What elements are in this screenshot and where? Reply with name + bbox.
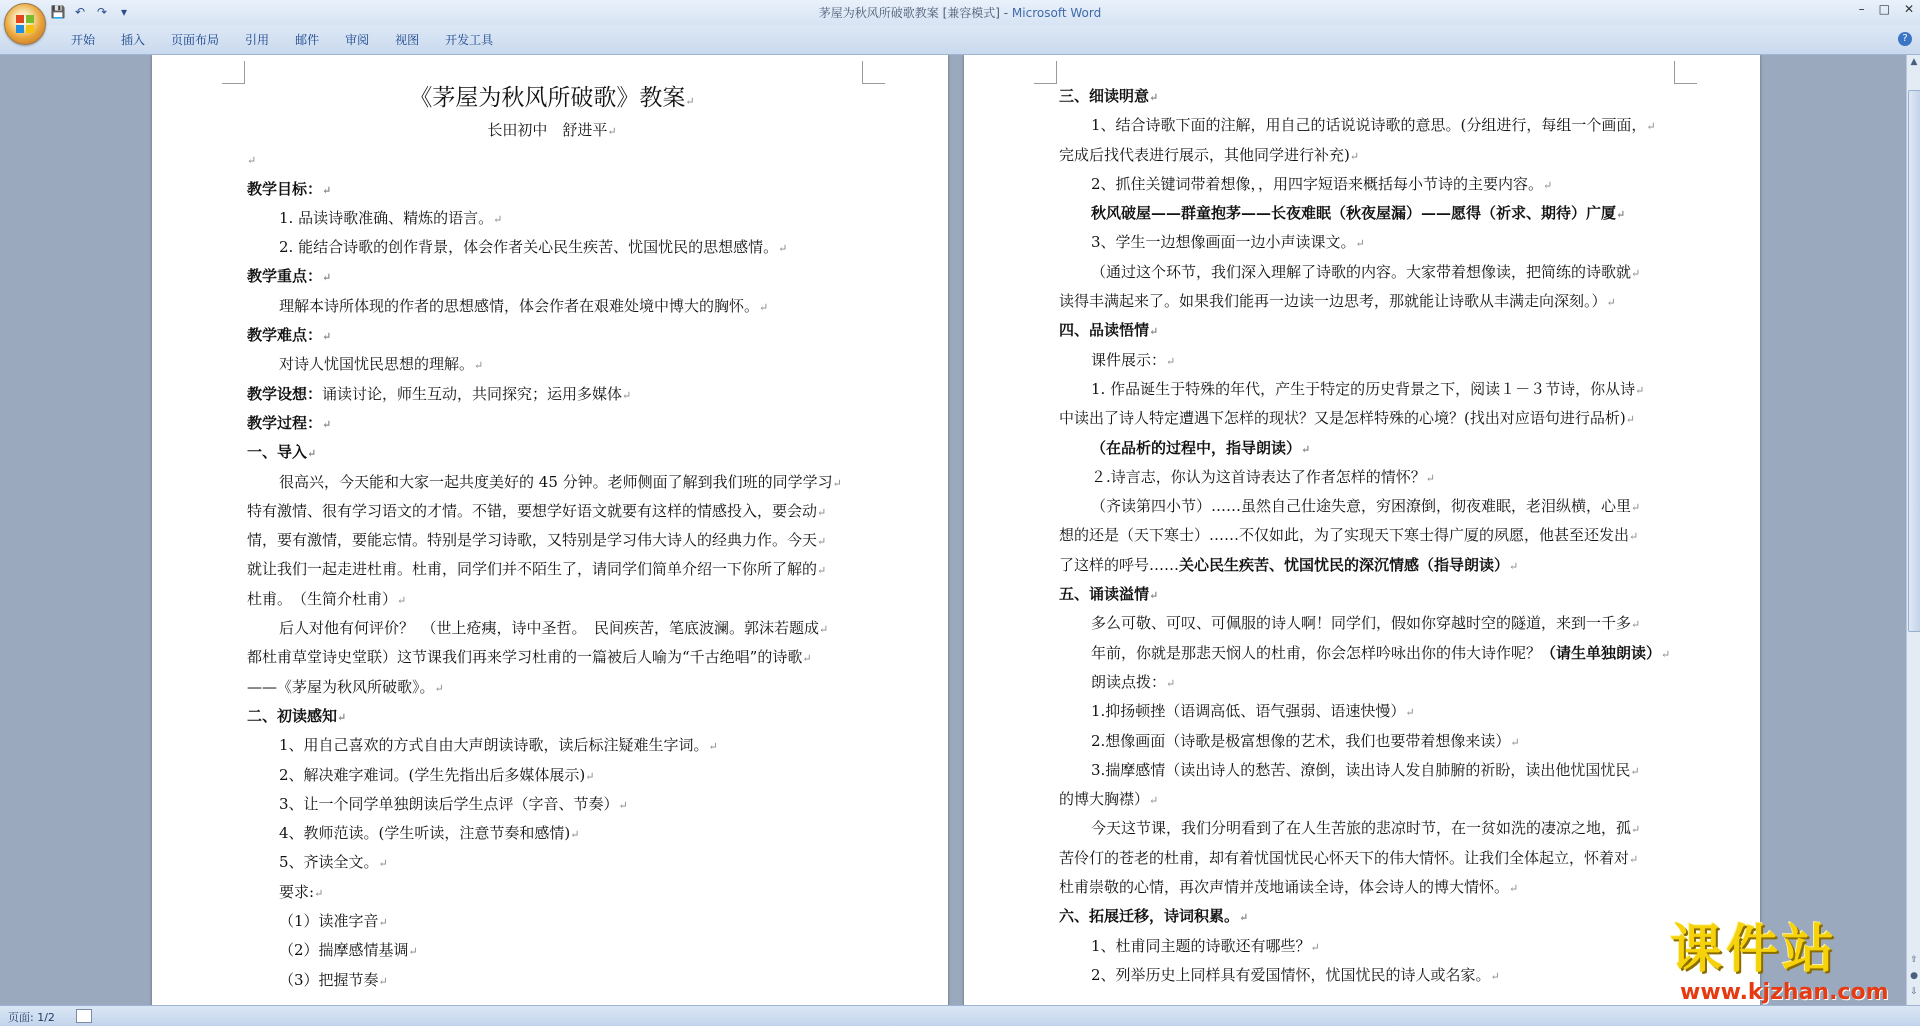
text-line [1059,82,1669,111]
text-line [247,145,857,174]
text-line [247,175,857,204]
text-run: 苦伶仃的苍老的杜甫，却有着忧国忧民心怀天下的伟大情怀。让我们全体起立，怀着对 [1059,848,1630,867]
text-line [247,643,857,672]
paragraph-mark: ↵ [1349,149,1360,163]
margin-corner-mark [1674,61,1697,84]
text-line [247,848,857,877]
text-line [1059,375,1669,404]
text-line [247,936,857,965]
text-run: ２.诗言志，你认为这首诗表达了作者怎样的情怀？ [1091,467,1426,486]
text-line [1059,932,1669,961]
paragraph-mark: ↵ [1509,559,1519,573]
ribbon-tab[interactable]: 插入 [121,33,146,47]
text-run: 特有激情、很有学习语文的才情。不错，要想学好语文就要有这样的情感投入，要会动 [247,501,818,520]
text-run: 三、细读明意 [1059,87,1150,105]
paragraph-mark: ↵ [802,652,812,666]
text-line [1059,199,1669,228]
page-2-body [1059,82,1669,990]
text-line [1059,434,1669,463]
office-logo-icon [15,14,35,34]
paragraph-mark: ↵ [1635,383,1645,397]
margin-corner-mark [862,61,885,84]
page-1-body [247,145,857,995]
paragraph-mark: ↵ [434,681,444,695]
text-run: 2、抓住关键词带着想像，，用四字短语来概括每小节诗的主要内容。 [1091,174,1544,193]
page-2-content [1059,82,1669,990]
text-line [1059,287,1669,316]
text-run: 2.想像画面（诗歌是极富想像的艺术，我们也要带着想像来读） [1091,731,1511,750]
text-line [247,614,857,643]
text-line [247,555,857,584]
paragraph-mark: ↵ [314,886,324,900]
page-1[interactable] [152,55,948,1005]
text-run: 2、列举历史上同样具有爱国情怀，忧国忧民的诗人或名家。 [1091,965,1491,984]
text-line [1059,463,1669,492]
text-run: 情，要有激情，要能忘情。特别是学习诗歌，又特别是学习伟大诗人的经典力作。今天 [247,531,818,550]
paragraph-mark: ↵ [1425,471,1435,485]
paragraph-mark: ↵ [817,564,827,578]
text-run: 2、解决难字难词。(学生先指出后多媒体展示) [279,765,586,784]
text-run: （1）读准字音 [279,912,379,931]
browse-object-icon[interactable]: ● [1910,971,1918,981]
text-run: 1.抑扬顿挫（语调高低、语气强弱、语速快慢） [1091,702,1406,721]
paragraph-mark: ↵ [1149,794,1159,808]
text-run: ——《茅屋为秋风所破歌》。 [247,677,435,696]
text-run: 秋风破屋——群童抱茅——长夜难眠（秋夜屋漏）——愿得（祈求、期待）广厦 [1091,204,1617,223]
minimize-icon[interactable]: – [1858,2,1865,16]
text-line [1059,346,1669,375]
text-run: 年前，你就是那悲天悯人的杜甫，你会怎样吟咏出你的伟大诗作呢？ [1091,643,1542,662]
ribbon-tab[interactable]: 开始 [71,33,96,47]
office-button[interactable] [4,3,46,45]
text-run: 都杜甫草堂诗史堂联）这节课我们再来学习杜甫的一篇被后人喻为“千古绝唱”的诗歌 [247,648,803,667]
paragraph-mark: ↵ [474,359,484,373]
text-run: 教学目标： [247,179,323,198]
paragraph-mark: ↵ [618,798,628,812]
status-bar [0,1005,1920,1026]
text-line [1059,609,1669,638]
ribbon-tab[interactable]: 引用 [245,33,270,47]
text-run: 完成后找代表进行展示，其他同学进行补充) [1059,145,1350,164]
text-line [1059,727,1669,756]
close-icon[interactable]: ✕ [1903,2,1914,16]
text-line [247,731,857,760]
text-run: （齐读第四小节）……虽然自己仕途失意，穷困潦倒，彻夜难眠，老泪纵横，心里 [1091,497,1632,516]
paragraph-mark: ↵ [819,623,829,637]
text-run: 四、品读悟情 [1059,321,1150,340]
text-line [1059,580,1669,609]
text-run: 想的还是（天下寒士）……不仅如此，为了实现天下寒士得广厦的夙愿，他甚至还发出 [1059,526,1630,545]
text-run: 1. 品读诗歌准确、精炼的语言。 [279,208,494,227]
next-page-icon[interactable]: ⇩ [1910,987,1918,997]
paragraph-mark: ↵ [378,916,388,930]
text-line [1059,814,1669,843]
text-line [247,350,857,379]
paragraph-mark: ↵ [1301,442,1311,456]
paragraph-mark: ↵ [778,242,788,256]
scroll-thumb[interactable] [1908,90,1920,632]
paragraph-mark: ↵ [493,212,503,226]
page-2[interactable] [964,55,1760,1005]
text-line [247,262,857,291]
vertical-scrollbar[interactable] [1906,55,1920,1005]
text-line [1059,961,1669,990]
text-line [247,497,857,526]
text-line [247,907,857,936]
text-line [247,380,857,409]
paragraph-mark: ↵ [1646,120,1656,134]
paragraph-mark: ↵ [1149,589,1159,603]
text-run: 3、让一个同学单独朗读后学生点评（字音、节奏） [279,794,619,813]
text-line [1059,844,1669,873]
paragraph-mark: ↵ [307,447,317,461]
text-line [1059,639,1669,668]
paragraph-mark: ↵ [817,535,827,549]
text-run: （请生单独朗读） [1541,643,1662,662]
window-controls [1859,2,1914,16]
text-line [247,292,857,321]
text-run: 一、导入 [247,443,308,462]
margin-corner-mark [1034,61,1057,84]
text-line [1059,551,1669,580]
text-run: 很高兴，今天能和大家一起共度美好的 45 分钟。老师侧面了解到我们班的同学学习 [279,472,833,491]
text-line [247,233,857,262]
text-line [1059,228,1669,257]
paragraph-mark: ↵ [1310,940,1320,954]
paragraph-mark: ↵ [378,857,388,871]
text-run: 教学重点： [247,267,323,286]
text-run: 对诗人忧国忧民思想的理解。 [279,355,475,374]
text-line [1059,316,1669,345]
paragraph-mark: ↵ [1405,706,1415,720]
ribbon [0,26,1920,55]
text-run: （2）揣摩感情基调 [279,941,409,960]
text-line [247,526,857,555]
text-run: 3、学生一边想像画面一边小声读课文。 [1091,233,1356,252]
paragraph-mark: ↵ [408,945,418,959]
paragraph-mark: ↵ [1631,823,1641,837]
text-line [247,673,857,702]
text-run: 2. 能结合诗歌的创作背景，体会作者关心民生疾苦、忧国忧民的思想感情。 [279,238,779,257]
text-run: 读得丰满起来了。如果我们能再一边读一边思考，那就能让诗歌从丰满走向深刻。） [1059,292,1607,311]
text-run: 1. 作品诞生于特殊的年代，产生于特定的历史背景之下，阅读１－３节诗，你从诗 [1091,379,1636,398]
text-line [247,585,857,614]
text-run: 教学过程： [247,413,323,432]
text-run: 六、拓展迁移，诗词积累。 [1059,907,1240,926]
text-line [247,966,857,995]
text-line [247,790,857,819]
paragraph-mark: ↵ [322,417,332,431]
paragraph-mark: ↵ [1543,178,1553,192]
paragraph-mark: ↵ [1630,764,1640,778]
text-run: 1、结合诗歌下面的注解，用自己的话说说诗歌的意思。(分组进行，每组一个画面， [1091,116,1647,135]
text-run: 今天这节课，我们分明看到了在人生苦旅的悲凉时节，在一贫如洗的凄凉之地，孤 [1091,819,1632,838]
proofing-icon[interactable] [76,1009,92,1023]
text-run: 关心民生疾苦、忧国忧民的深沉情感（指导朗读） [1179,555,1510,574]
text-line [1059,111,1669,140]
paragraph-mark: ↵ [322,271,332,285]
text-line [1059,521,1669,550]
text-run: 1、用自己喜欢的方式自由大声朗读诗歌，读后标注疑难生字词。 [279,736,709,755]
paragraph-mark: ↵ [1166,354,1176,368]
paragraph-mark: ↵ [247,154,257,168]
watermark-url: www.kjzhan.com [1680,980,1889,1005]
customize-toolbar-icon[interactable]: ▾ [120,5,128,19]
text-run: （在品析的过程中，指导朗读） [1091,438,1302,457]
text-run: 二、初读感知 [247,706,338,725]
paragraph-mark: ↵ [622,388,632,402]
restore-icon[interactable]: □ [1878,2,1890,16]
text-run: 1、杜甫同主题的诗歌还有哪些？ [1091,936,1311,955]
text-run: 后人对他有何评价？ （世上疮痍，诗中圣哲。 民间疾苦，笔底波澜。郭沫若题成 [279,619,820,638]
paragraph-mark: ↵ [1239,911,1249,925]
ribbon-tab[interactable]: 页面布局 [171,33,220,47]
text-run: 就让我们一起走进杜甫。杜甫，同学们并不陌生了，请同学们简单介绍一下你所了解的 [247,560,818,579]
text-line [1059,258,1669,287]
text-run: 杜甫。 （生简介杜甫） [247,589,398,608]
document-area [0,55,1906,1005]
text-run: 多么可敬、可叹、可佩服的诗人啊！同学们，假如你穿越时空的隧道，来到一千多 [1091,614,1632,633]
text-line [247,819,857,848]
paragraph-mark: ↵ [817,505,827,519]
text-run: 4、教师范读。(学生听读，注意节奏和感情) [279,824,571,843]
text-run: 3.揣摩感情（读出诗人的愁苦、潦倒，读出诗人发自肺腑的祈盼，读出他忧国忧民 [1091,760,1631,779]
text-line [247,321,857,350]
paragraph-mark: ↵ [1606,296,1616,310]
undo-icon[interactable]: ↶ [74,5,86,19]
watermark-text: 课件站 [1670,920,1839,980]
text-run: 五、诵读溢情 [1059,585,1150,604]
page-count-status[interactable]: 页面: 1/2 [8,1011,55,1024]
text-line [1059,668,1669,697]
help-icon[interactable]: ? [1898,32,1912,46]
paragraph-mark: ↵ [1661,647,1671,661]
text-line [1059,141,1669,170]
text-run: 的博大胸襟） [1059,790,1150,809]
ribbon-tab[interactable]: 开发工具 [445,33,494,47]
paragraph-mark: ↵ [1509,882,1519,896]
text-line [1059,170,1669,199]
paragraph-mark: ↵ [832,476,842,490]
paragraph-mark: ↵ [759,300,769,314]
text-line [247,702,857,731]
text-run: 杜甫崇敬的心情，再次声情并茂地诵读全诗，体会诗人的博大情怀。 [1059,878,1510,897]
text-line [1059,873,1669,902]
paragraph-mark: ↵ [1629,530,1639,544]
paragraph-mark: ↵ [1149,91,1159,104]
watermark-logo [1670,920,1908,1005]
paragraph-mark: ↵ [1625,413,1635,427]
window-title: 茅屋为秋风所破歌教案 [兼容模式] - Microsoft Word [818,6,1102,20]
text-run: （通过这个环节，我们深入理解了诗歌的内容。大家带着想像读，把简练的诗歌就 [1091,262,1632,281]
paragraph-mark: ↵ [1631,501,1641,515]
redo-icon[interactable]: ↷ [96,5,108,19]
title-bar [0,0,1920,26]
paragraph-mark: ↵ [378,974,388,988]
text-line [1059,902,1669,931]
text-line [247,761,857,790]
previous-page-icon[interactable]: ⇧ [1910,955,1918,965]
text-run: 朗读点拨： [1091,672,1167,691]
text-line [247,204,857,233]
paragraph-mark: ↵ [337,710,347,724]
text-run: 教学设想： [247,384,323,403]
document-title: 《茅屋为秋风所破歌》教案↵ [409,85,695,111]
text-run: 课件展示： [1091,350,1167,369]
text-run: 理解本诗所体现的作者的思想感情，体会作者在艰难处境中博大的胸怀。 [279,296,760,315]
paragraph-mark: ↵ [1631,266,1641,280]
paragraph-mark: ↵ [397,593,407,607]
text-line [1059,756,1669,785]
margin-corner-mark [222,61,245,84]
save-icon[interactable]: 💾 [50,5,66,19]
paragraph-mark: ↵ [1510,735,1520,749]
paragraph-mark: ↵ [1149,325,1159,339]
text-line [1059,697,1669,726]
paragraph-mark: ↵ [322,330,332,344]
text-run: 要求: [279,882,315,901]
text-line [247,878,857,907]
paragraph-mark: ↵ [708,740,718,754]
page-1-content [247,80,857,995]
paragraph-mark: ↵ [570,828,580,842]
paragraph-mark: ↵ [1166,676,1176,690]
text-run: 教学难点： [247,326,323,345]
text-line [1059,492,1669,521]
paragraph-mark: ↵ [1631,618,1641,632]
text-run: （3）把握节奏 [279,970,379,989]
paragraph-mark: ↵ [585,769,595,783]
ribbon-tab[interactable]: 邮件 [295,33,320,47]
paragraph-mark: ↵ [1629,852,1639,866]
paragraph-mark: ↵ [1490,969,1500,983]
text-run: 5、齐读全文。 [279,853,379,872]
text-line [247,468,857,497]
ribbon-tab[interactable]: 视图 [395,33,420,47]
text-run: 中读出了诗人特定遭遇下怎样的现状？又是怎样特殊的心境？(找出对应语句进行品析) [1059,409,1626,428]
text-line [1059,404,1669,433]
paragraph-mark: ↵ [1616,208,1626,222]
scroll-up-icon[interactable]: ▲ [1910,57,1918,67]
text-line [1059,785,1669,814]
text-line [247,438,857,467]
paragraph-mark: ↵ [322,183,332,197]
text-run: 了这样的呼号…… [1059,555,1180,574]
document-author: 长田初中 舒进平↵ [487,121,617,139]
paragraph-mark: ↵ [1355,237,1365,251]
ribbon-tab[interactable]: 审阅 [345,33,370,47]
text-run: 诵读讨论，师生互动，共同探究；运用多媒体 [322,384,623,403]
text-line [247,409,857,438]
ribbon-tabs [58,31,506,49]
